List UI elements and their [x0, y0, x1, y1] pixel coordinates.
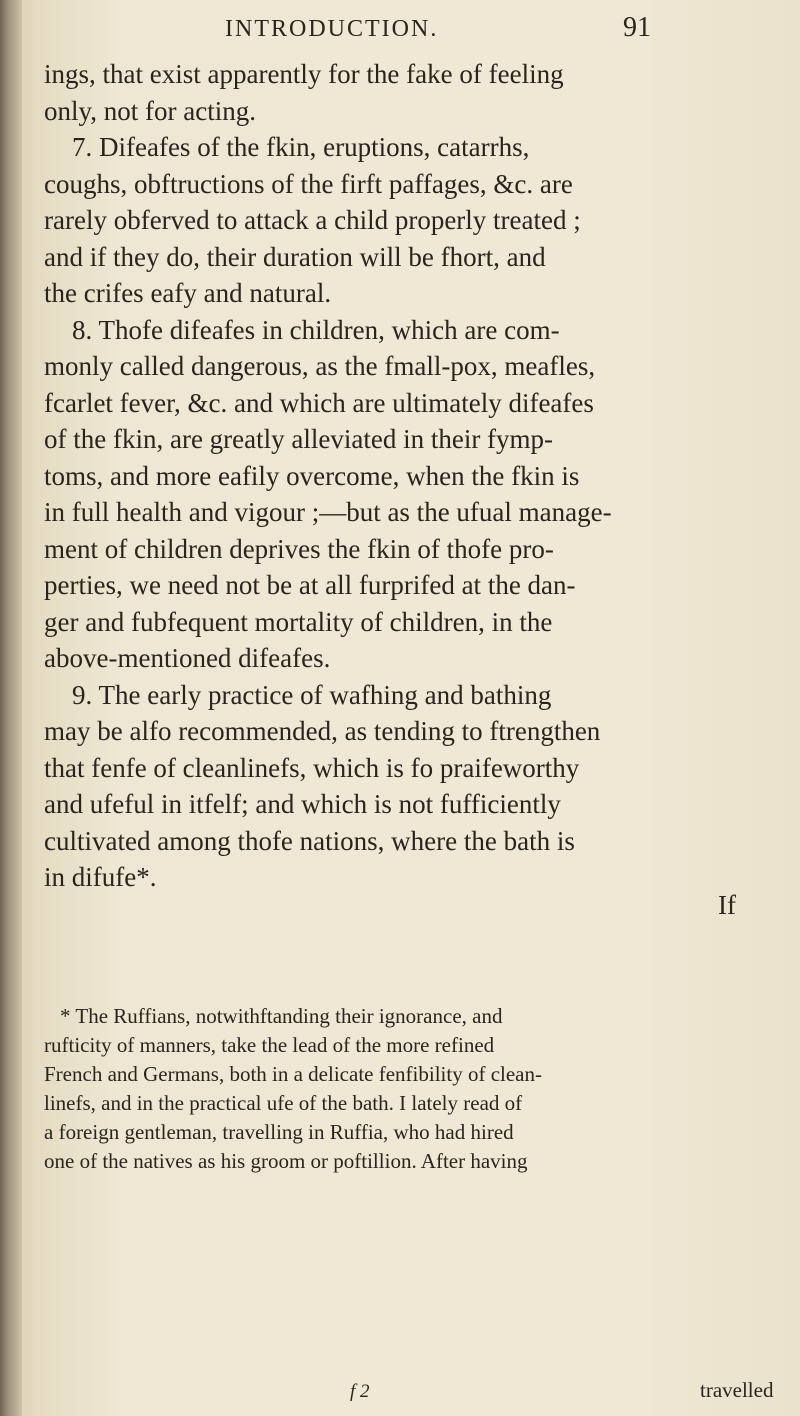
body-text — [44, 56, 764, 896]
signature-mark: f 2 — [350, 1381, 370, 1402]
body-line: and ufeful in itfelf; and which is not fufficiently — [44, 789, 561, 819]
footnote — [44, 1002, 764, 1176]
body-line: that fenfe of cleanlinefs, which is fo praifeworthy — [44, 752, 580, 783]
body-line: in difufe*. — [44, 862, 157, 892]
body-line: ings, that exist apparently for the fake of feeling — [44, 59, 564, 89]
body-line: cultivated among thofe nations, where the bath is — [44, 825, 575, 856]
body-line: and if they do, their duration will be fhort, and — [44, 241, 546, 272]
catchword-bottom: travelled — [700, 1378, 774, 1402]
body-line: fcarlet fever, &c. and which are ultimately difeafes — [44, 387, 594, 418]
catchword: If — [718, 890, 736, 920]
body-line: the crifes eafy and natural. — [44, 278, 332, 308]
body-line: perties, we need not be at all furprifed at the dan- — [44, 570, 576, 600]
body-line: ment of children deprives the fkin of thofe pro- — [44, 533, 554, 564]
body-line: above-mentioned difeafes. — [44, 643, 331, 673]
body-line: rarely obferved to attack a child properly treated ; — [44, 205, 581, 235]
body-line: coughs, obftructions of the firft paffages, &c. are — [44, 168, 573, 199]
footnote-line: rufticity of manners, take the lead of the more refined — [44, 1033, 495, 1057]
page-number: 91 — [623, 12, 651, 43]
body-line: 9. The early practice of wafhing and bathing — [72, 679, 552, 710]
body-line: may be alfo recommended, as tending to ftrengthen — [44, 716, 601, 746]
body-line: 8. Thofe difeafes in children, which are com- — [72, 314, 560, 345]
footnote-line: * The Ruffians, notwithftanding their ignorance, and — [60, 1004, 503, 1028]
body-line: only, not for acting. — [44, 95, 256, 126]
body-line: in full health and vigour ;—but as the ufual manage- — [44, 497, 612, 527]
body-line: toms, and more eafily overcome, when the fkin is — [44, 460, 580, 491]
footnote-line: French and Germans, both in a delicate fenfibility of clean- — [44, 1062, 542, 1086]
page-binding-shadow — [0, 0, 22, 1416]
body-line: monly called dangerous, as the fmall-pox, meafles, — [44, 351, 596, 381]
body-line: 7. Difeafes of the fkin, eruptions, catarrhs, — [72, 132, 530, 162]
footnote-line: linefs, and in the practical ufe of the bath. I lately read of — [44, 1091, 523, 1115]
body-line: of the fkin, are greatly alleviated in their fymp- — [44, 424, 554, 454]
footnote-line: one of the natives as his groom or poftillion. After having — [44, 1149, 528, 1173]
page-header — [225, 10, 725, 50]
footnote-line: a foreign gentleman, travelling in Ruffia, who had hired — [44, 1120, 514, 1144]
body-line: ger and fubfequent mortality of children, in the — [44, 606, 553, 637]
running-head: INTRODUCTION. — [225, 16, 439, 42]
